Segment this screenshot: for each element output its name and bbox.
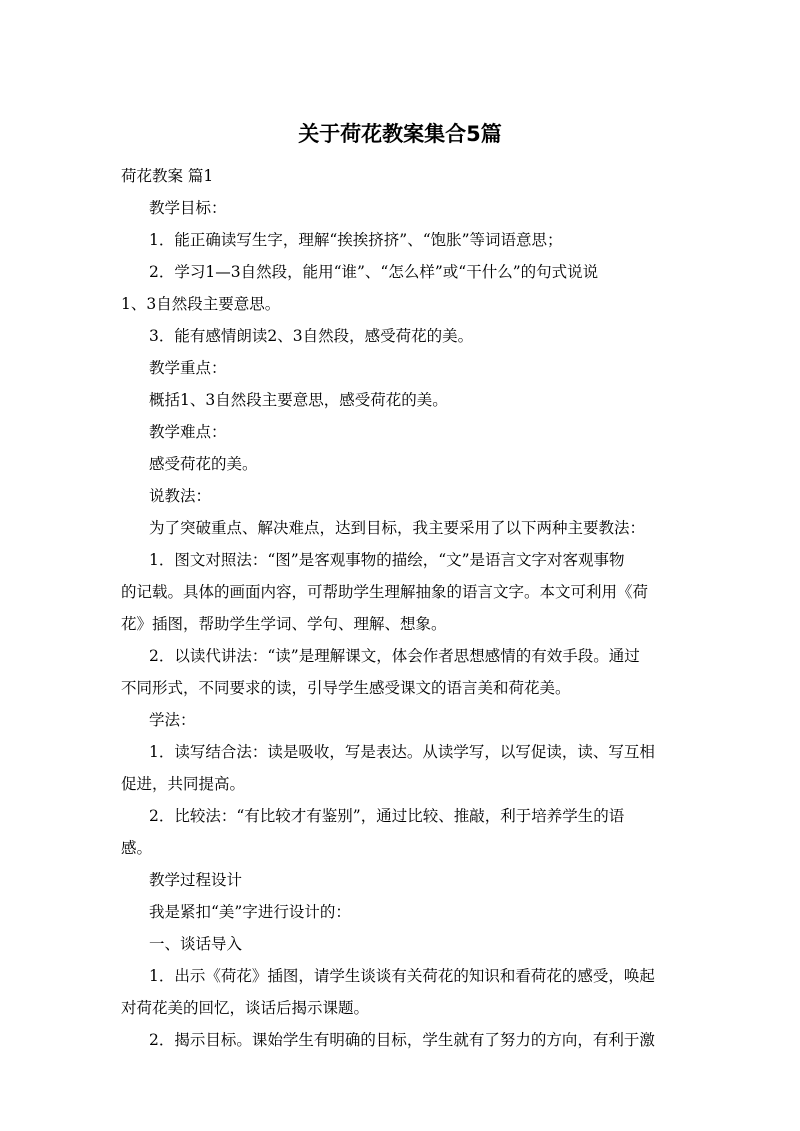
text-line: 花》插图，帮助学生学词、学句、理解、想象。 bbox=[121, 615, 447, 633]
text-line: 2．学习1—3自然段，能用“谁”、“怎么样”或“干什么”的句式说说 bbox=[149, 263, 599, 281]
text-line: 2．以读代讲法：“读”是理解课文，体会作者思想感情的有效手段。通过 bbox=[149, 647, 640, 665]
text-line: 不同形式，不同要求的读，引导学生感受课文的语言美和荷花美。 bbox=[121, 679, 571, 697]
text-line: 2．揭示目标。课始学生有明确的目标，学生就有了努力的方向，有利于激 bbox=[149, 1031, 655, 1049]
text-line: 1．出示《荷花》插图，请学生谈谈有关荷花的知识和看荷花的感受，唤起 bbox=[149, 967, 655, 985]
document-body bbox=[121, 160, 681, 1056]
text-line: 促进，共同提高。 bbox=[121, 775, 246, 793]
text-line: 1．读写结合法：读是吸收，写是表达。从读学写，以写促读，读、写互相 bbox=[149, 743, 655, 761]
text-line: 学法： bbox=[149, 711, 196, 729]
text-line: 为了突破重点、解决难点，达到目标，我主要采用了以下两种主要教法： bbox=[149, 519, 646, 537]
text-line: 说教法： bbox=[149, 487, 212, 505]
text-line: 教学过程设计 bbox=[149, 871, 243, 889]
text-line: 1．能正确读写生字，理解“挨挨挤挤”、“饱胀”等词语意思； bbox=[149, 231, 563, 249]
text-line: 教学目标： bbox=[149, 199, 227, 217]
text-line: 感受荷花的美。 bbox=[149, 455, 258, 473]
text-line: 3．能有感情朗读2、3自然段，感受荷花的美。 bbox=[149, 327, 474, 345]
document-title: 关于荷花教案集合5篇 bbox=[298, 122, 502, 146]
text-line: 2．比较法：“有比较才有鉴别”，通过比较、推敲，利于培养学生的语 bbox=[149, 807, 625, 825]
text-line: 的记载。具体的画面内容，可帮助学生理解抽象的语言文字。本文可利用《荷 bbox=[121, 583, 649, 601]
text-line: 1．图文对照法：“图”是客观事物的描绘，“文”是语言文字对客观事物 bbox=[149, 551, 625, 569]
text-line: 教学难点： bbox=[149, 423, 227, 441]
text-line: 概括1、3自然段主要意思，感受荷花的美。 bbox=[149, 391, 448, 409]
text-line: 一、谈话导入 bbox=[149, 935, 243, 953]
text-line: 荷花教案 篇1 bbox=[121, 167, 214, 185]
text-line: 对荷花美的回忆，谈话后揭示课题。 bbox=[121, 999, 370, 1017]
text-line: 教学重点： bbox=[149, 359, 227, 377]
text-line: 我是紧扣“美”字进行设计的： bbox=[149, 903, 351, 921]
text-line: 1、3自然段主要意思。 bbox=[121, 295, 281, 313]
text-line: 感。 bbox=[121, 839, 153, 857]
